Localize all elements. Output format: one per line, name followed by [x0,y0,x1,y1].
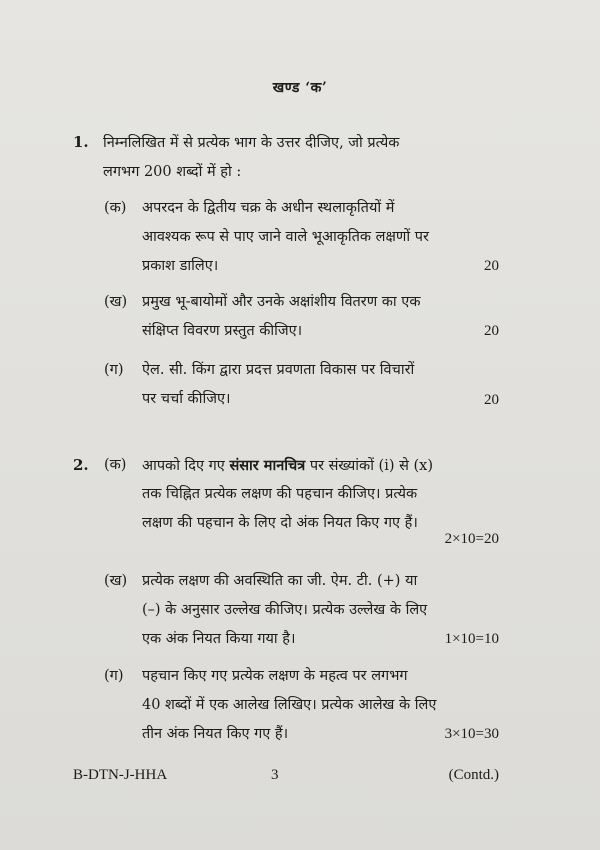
part-text-line: ऐल. सी. किंग द्वारा प्रदत्त प्रवणता विकास पर विचारों [142,362,415,378]
part-text-line: (–) के अनुसार उल्लेख कीजिए। प्रत्येक उल्लेख के लिए [142,602,428,618]
question-2-part-kha-marks: 1×10=10 [444,631,499,647]
footer-contd: (Contd.) [448,767,499,783]
part-text-line: पर चर्चा कीजिए। [142,391,231,407]
part-text-segment: पर संख्यांकों (i) से (x) [305,458,434,474]
question-1-number: 1. [73,133,89,151]
question-1-intro-line: निम्नलिखित में से प्रत्येक भाग के उत्तर दीजिए, जो प्रत्येक [103,135,400,151]
part-text-segment: आपको दिए गए [142,458,230,474]
question-2-part-ga-label: (ग) [104,668,124,684]
part-text-line: 40 शब्दों में एक आलेख लिखिए। प्रत्येक आलेख के लिए [142,697,437,713]
part-text-line: प्रत्येक लक्षण की अवस्थिति का जी. ऐम. टी. (+) या [142,573,418,589]
question-1-part-kha-text [142,288,502,346]
footer-page-number: 3 [271,767,279,783]
question-1-part-ga-marks: 20 [484,392,499,408]
world-map-emphasis: संसार मानचित्र [229,457,306,474]
part-text-line: एक अंक नियत किया गया है। [142,631,296,647]
question-1-intro-line: लगभग 200 शब्दों में हो : [103,164,242,180]
part-text-line: आवश्यक रूप से पाए जाने वाले भूआकृतिक लक्षणों पर [142,229,429,245]
question-1-part-ga-text [142,356,502,414]
question-1-part-ga-label: (ग) [104,362,124,378]
question-1-part-ka-text [142,194,502,281]
question-1-part-kha-marks: 20 [484,323,499,339]
part-text-line: प्रकाश डालिए। [142,258,219,274]
part-text-line: पहचान किए गए प्रत्येक लक्षण के महत्व पर लगभग [142,668,408,684]
question-1-intro [103,129,503,187]
question-2-number: 2. [73,456,89,474]
question-2-part-ka-label: (क) [104,457,127,473]
part-text-line: अपरदन के द्वितीय चक्र के अधीन स्थलाकृतियों में [142,200,395,216]
question-2-part-kha-label: (ख) [104,573,128,589]
part-text-line [142,451,502,480]
question-2-part-ga-marks: 3×10=30 [444,726,499,742]
question-1-part-ka-label: (क) [104,200,127,216]
part-text-line: संक्षिप्त विवरण प्रस्तुत कीजिए। [142,323,303,339]
part-text-line: तीन अंक नियत किए गए हैं। [142,726,289,742]
part-text-line: तक चिह्नित प्रत्येक लक्षण की पहचान कीजिए। प्रत्येक [142,486,418,502]
question-1-part-kha-label: (ख) [104,294,128,310]
question-2-part-ka-marks: 2×10=20 [444,531,499,547]
section-heading: खण्ड ‘क’ [272,80,328,96]
question-1-part-ka-marks: 20 [484,258,499,274]
part-text-line: लक्षण की पहचान के लिए दो अंक नियत किए गए हैं। [142,515,418,531]
footer-paper-code: B-DTN-J-HHA [73,767,168,783]
part-text-line: प्रमुख भू-बायोमों और उनके अक्षांशीय वितरण का एक [142,294,421,310]
